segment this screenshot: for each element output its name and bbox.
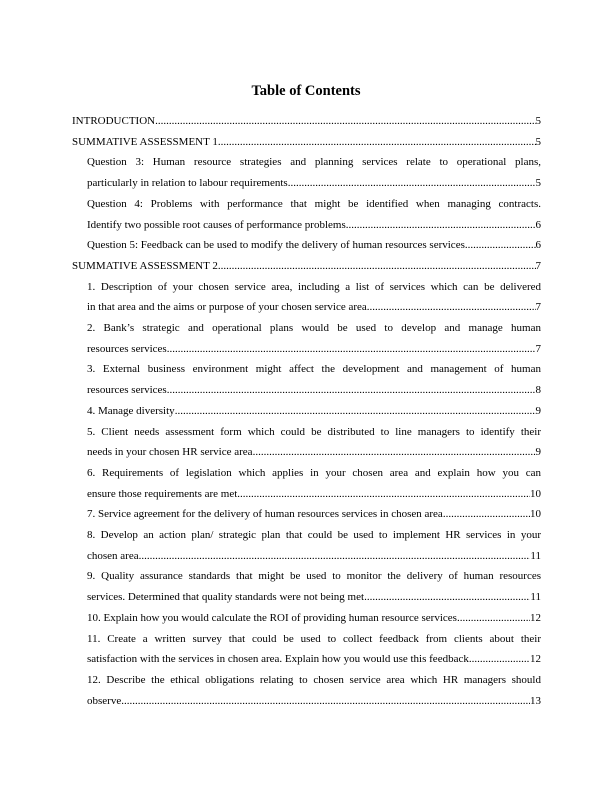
toc-page-number: 7 xyxy=(535,301,541,314)
toc-entry[interactable] xyxy=(72,132,541,153)
toc-entry[interactable] xyxy=(72,525,541,566)
toc-entry-title: 4. Manage diversity xyxy=(87,404,175,417)
toc-page-number: 11 xyxy=(530,549,541,562)
toc-entry-title: SUMMATIVE ASSESSMENT 2 xyxy=(72,259,218,272)
dot-leader xyxy=(346,215,536,236)
page-title: Table of Contents xyxy=(251,83,361,99)
toc-entry[interactable] xyxy=(72,152,541,193)
toc-entry[interactable] xyxy=(72,670,541,711)
dot-leader xyxy=(469,649,530,670)
dot-leader xyxy=(218,256,536,277)
dot-leader xyxy=(457,608,530,629)
toc-entry-title: needs in your chosen HR service area xyxy=(87,446,253,459)
toc-page-number: 12 xyxy=(530,653,541,666)
dot-leader xyxy=(367,297,536,318)
toc-page-number: 9 xyxy=(535,446,541,459)
toc-entry-line: 5. Client needs assessment form which could be distributed to line managers to identify their xyxy=(87,425,541,438)
toc-entry[interactable] xyxy=(72,504,541,525)
toc-entry-line: 2. Bank’s strategic and operational plans would be used to develop and manage human xyxy=(87,322,541,335)
toc-page-number: 8 xyxy=(535,384,541,397)
toc-entry-title: resources services xyxy=(87,384,167,397)
toc-entry-title: chosen area xyxy=(87,549,139,562)
dot-leader xyxy=(237,484,530,505)
toc-page-number: 7 xyxy=(535,342,541,355)
toc-entry[interactable] xyxy=(72,111,541,132)
toc-entry-title: 10. Explain how you would calculate the ROI of providing human resource services xyxy=(87,611,457,624)
toc-entry-line: 11. Create a written survey that could be used to collect feedback from clients about their xyxy=(87,632,541,645)
dot-leader xyxy=(175,401,536,422)
toc-page-number: 5 xyxy=(535,135,541,148)
toc-page-number: 6 xyxy=(535,218,541,231)
toc-entry-title: ensure those requirements are met xyxy=(87,487,238,500)
toc-entry-title: Identify two possible root causes of performance problems xyxy=(87,218,346,231)
toc-entry-title: particularly in relation to labour requirements xyxy=(87,177,288,190)
toc-entry[interactable] xyxy=(72,359,541,400)
toc-entry-title: in that area and the aims or purpose of your chosen service area xyxy=(87,301,367,314)
toc-entry-title: SUMMATIVE ASSESSMENT 1 xyxy=(72,135,218,148)
toc-entry[interactable] xyxy=(72,401,541,422)
toc-entry[interactable] xyxy=(72,422,541,463)
toc-page-number: 11 xyxy=(530,591,541,604)
toc-page-number: 5 xyxy=(535,177,541,190)
toc-entry[interactable] xyxy=(72,608,541,629)
dot-leader xyxy=(364,587,530,608)
toc-page-number: 12 xyxy=(530,611,541,624)
dot-leader xyxy=(253,442,536,463)
toc-entry[interactable] xyxy=(72,629,541,670)
toc-entry[interactable] xyxy=(72,256,541,277)
toc-page-number: 6 xyxy=(535,239,541,252)
toc-entry-line: 1. Description of your chosen service area, including a list of services which can be delivered xyxy=(87,280,541,293)
toc-entry-line: 9. Quality assurance standards that might be used to monitor the delivery of human resources xyxy=(87,570,541,583)
dot-leader xyxy=(218,132,536,153)
toc-page-number: 10 xyxy=(530,508,541,521)
toc-entry[interactable] xyxy=(72,318,541,359)
toc-page-number: 7 xyxy=(535,259,541,272)
toc-entry-title: services. Determined that quality standards were not being met xyxy=(87,591,365,604)
toc-entry-line: 8. Develop an action plan/ strategic plan that could be used to implement HR services in your xyxy=(87,529,541,542)
toc-entry-title: satisfaction with the services in chosen area. Explain how you would use this feedback xyxy=(87,653,469,666)
toc-entry[interactable] xyxy=(72,194,541,235)
toc-entry-line: Question 3: Human resource strategies and planning services relate to operational plans, xyxy=(87,156,541,169)
dot-leader xyxy=(288,173,536,194)
dot-leader xyxy=(167,339,536,360)
dot-leader xyxy=(155,111,535,132)
toc-entry[interactable] xyxy=(72,463,541,504)
toc-entry-line: Question 4: Problems with performance that might be identified when managing contracts. xyxy=(87,197,541,210)
toc-entry-line: 3. External business environment might affect the development and management of human xyxy=(87,363,541,376)
toc-entry-line: 12. Describe the ethical obligations relating to chosen service area which HR managers should xyxy=(87,673,541,686)
toc-entry-title: INTRODUCTION xyxy=(72,115,156,127)
dot-leader xyxy=(139,546,531,567)
toc-entry[interactable] xyxy=(72,277,541,318)
toc-entry-title: Question 5: Feedback can be used to modify the delivery of human resources services xyxy=(87,239,465,252)
dot-leader xyxy=(465,235,536,256)
toc-page-number: 9 xyxy=(535,404,541,417)
toc-entry[interactable] xyxy=(72,566,541,607)
toc-entry-title: observe xyxy=(87,694,122,707)
toc-entry-line: 6. Requirements of legislation which applies in your chosen area and explain how you can xyxy=(87,466,541,479)
dot-leader xyxy=(443,504,530,525)
toc-entry-title: 7. Service agreement for the delivery of human resources services in chosen area xyxy=(87,508,443,521)
table-of-contents xyxy=(72,111,541,711)
dot-leader xyxy=(121,691,530,712)
toc-entry-title: resources services xyxy=(87,342,167,355)
toc-page-number: 13 xyxy=(530,694,541,707)
toc-page-number: 10 xyxy=(530,487,541,500)
toc-page-number: 5 xyxy=(535,115,541,127)
dot-leader xyxy=(167,380,536,401)
toc-entry[interactable] xyxy=(72,235,541,256)
